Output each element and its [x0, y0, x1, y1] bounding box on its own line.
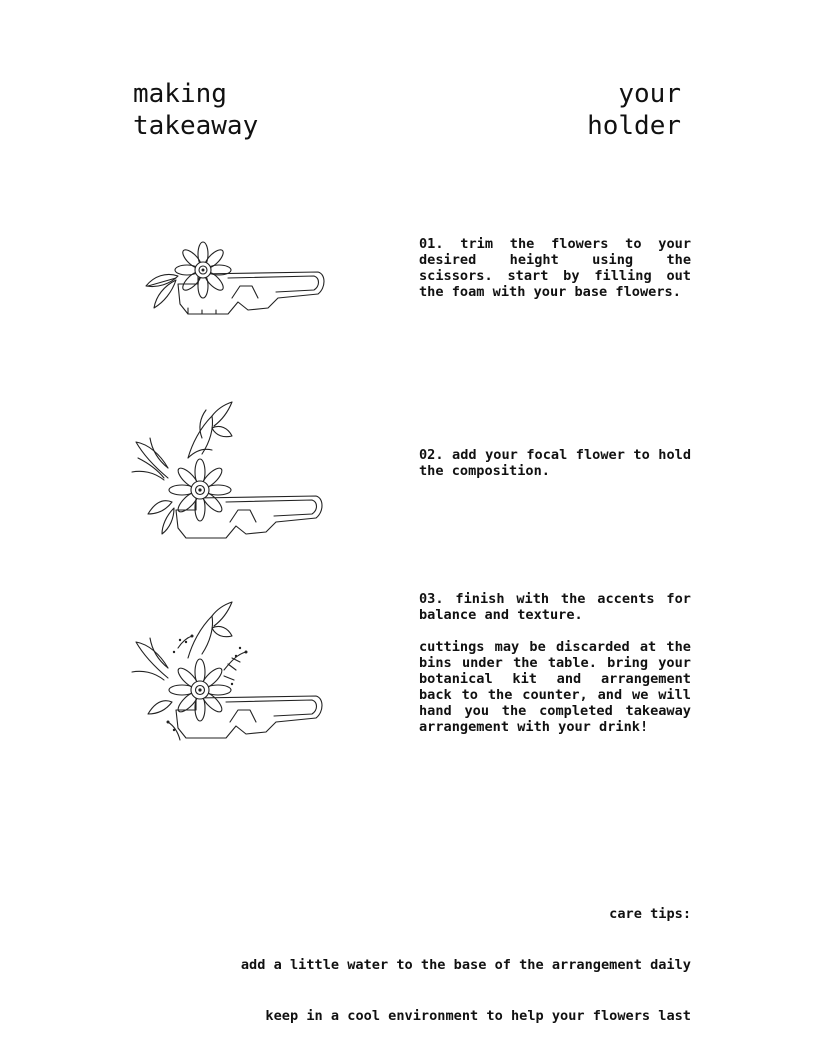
- step-1-text: 01. trim the flowers to your desired height using the scissors. start by filling out the foam with your base flowers.: [419, 236, 691, 300]
- flower-holder-step3-icon: [128, 600, 328, 745]
- title-left: making takeaway: [133, 79, 259, 141]
- step-3-text: 03. finish with the accents for balance and texture.: [419, 591, 691, 623]
- step-3: [419, 591, 691, 735]
- flower-holder-step2-icon: [128, 398, 328, 543]
- care-tips: [241, 872, 691, 1042]
- step-2-text: 02. add your focal flower to hold the composition.: [419, 447, 691, 479]
- step-1: [419, 236, 691, 300]
- step-3-note: cuttings may be discarded at the bins under the table. bring your botanical kit and arrangement back to the counter, and we will hand you the completed takeaway arrangement with your drink!: [419, 639, 691, 735]
- step-2: [419, 447, 691, 479]
- care-tip-1: add a little water to the base of the arrangement daily: [240, 957, 691, 973]
- care-tip-2: keep in a cool environment to help your flowers last: [265, 1008, 691, 1024]
- flower-holder-step1-icon: [128, 228, 328, 323]
- title-right: your holder: [587, 79, 681, 141]
- care-tips-heading: care tips:: [609, 906, 691, 922]
